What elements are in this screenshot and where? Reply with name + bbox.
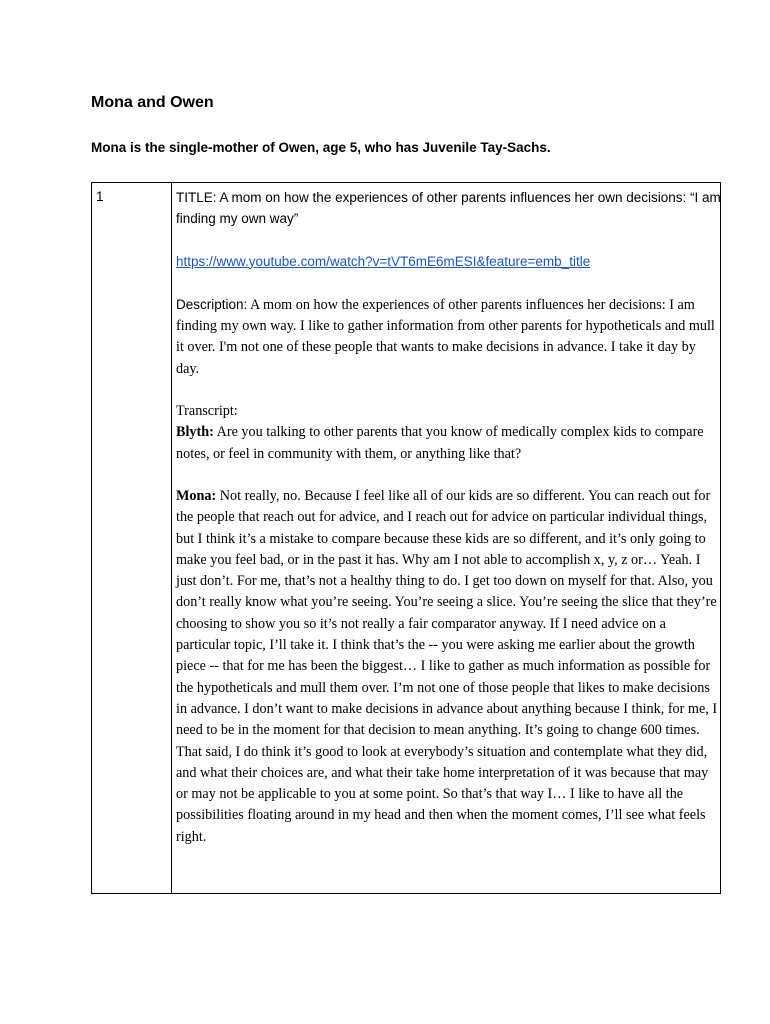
question-text: Are you talking to other parents that you know of medically complex kids to compare notes, or feel in community with them, or anything like that? bbox=[176, 424, 704, 462]
answer-block bbox=[176, 486, 721, 848]
entry-title: TITLE: A mom on how the experiences of other parents influences her own decisions: “I am finding my own way” bbox=[176, 190, 721, 227]
description-block bbox=[176, 294, 721, 380]
entry-content bbox=[176, 187, 721, 869]
entry-table bbox=[91, 182, 721, 894]
entry-number: 1 bbox=[96, 189, 104, 204]
column-divider bbox=[171, 183, 172, 893]
description-text: A mom on how the experiences of other parents influences her decisions: I am finding my own way. I like to gather information from other parents for hypotheticals and mull it over. I'm not one of these people that wants to make decisions in advance. I take it day by day. bbox=[176, 296, 715, 377]
answer-text: Not really, no. Because I feel like all of our kids are so different. You can reach out for the people that reach out for advice, and I reach out for advice on particular individual things, but I think it’s a mistake to compare because these kids are so different, and it’s only going to make you feel bad, or in the past it has. Why am I not able to accomplish x, y, z or… Yeah. I just don’t. For me, that’s not a healthy thing to do. I get too down on myself for that. Also, you don’t really know what you’re seeing. You’re seeing a slice. You’re seeing the slice that they’re choosing to show you so it’s not really a fair comparator anyway. If I need advice on a particular topic, I’ll take it. I think that’s the -- you were asking me earlier about the growth piece -- that for me has been the biggest… I like to gather as much information as possible for the hypotheticals and mull them over. I’m not one of those people that likes to make decisions in advance. I don’t want to make decisions in advance about anything because I think, for me, I need to be in the moment for that decision to mean anything. It’s going to change 600 times. That said, I do think it’s good to look at everybody’s situation and contemplate what they did, and what their choices are, and what their take home interpretation of it was because that may or may not be applicable to you at some point. So that’s that way I… I like to have all the possibilities floating around in my head and then when the moment comes, I’ll see what feels right. bbox=[176, 487, 718, 845]
document-title: Mona and Owen bbox=[91, 94, 214, 111]
document-subtitle: Mona is the single-mother of Owen, age 5, who has Juvenile Tay-Sachs. bbox=[91, 140, 551, 155]
question-block bbox=[176, 422, 721, 465]
description-label: Description: bbox=[176, 296, 248, 312]
transcript-label: Transcript: bbox=[176, 403, 238, 420]
question-speaker: Blyth: bbox=[176, 424, 214, 441]
video-link[interactable]: https://www.youtube.com/watch?v=tVT6mE6mESI&feature=emb_title bbox=[176, 253, 591, 269]
answer-speaker: Mona: bbox=[176, 487, 217, 504]
